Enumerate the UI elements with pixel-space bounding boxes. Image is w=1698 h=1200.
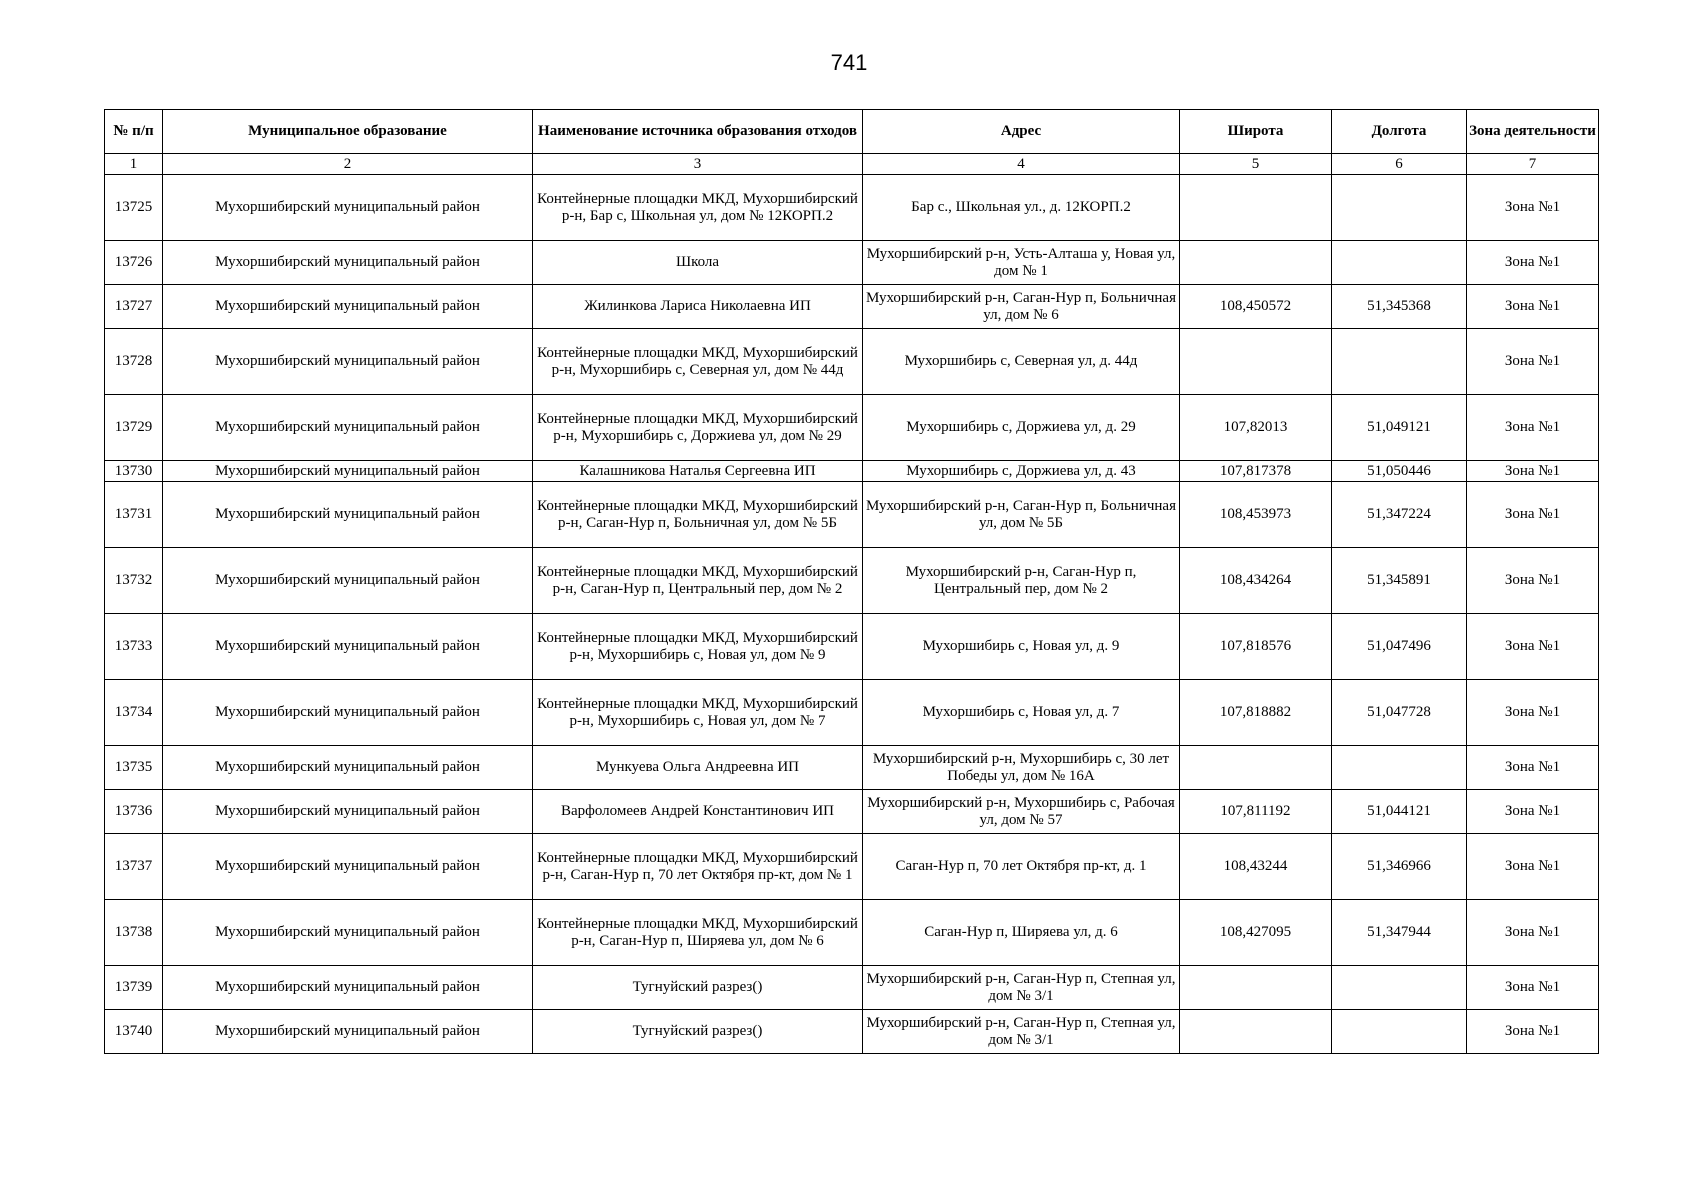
cell-municipality: Мухоршибирский муниципальный район: [163, 614, 533, 680]
table-row: [105, 966, 1599, 1010]
cell-address: Бар с., Школьная ул., д. 12КОРП.2: [863, 175, 1180, 241]
cell-longitude: 51,047728: [1332, 680, 1467, 746]
cell-zone: Зона №1: [1467, 680, 1599, 746]
cell-municipality: Мухоршибирский муниципальный район: [163, 461, 533, 482]
cell-municipality: Мухоршибирский муниципальный район: [163, 746, 533, 790]
table-row: [105, 329, 1599, 395]
cell-source-name: Тугнуйский разрез(): [533, 966, 863, 1010]
column-number: 1: [105, 154, 163, 175]
cell-source-name: Контейнерные площадки МКД, Мухоршибирский р-н, Саган-Нур п, 70 лет Октября пр-кт, дом № 1: [533, 834, 863, 900]
cell-zone: Зона №1: [1467, 548, 1599, 614]
cell-source-name: Контейнерные площадки МКД, Мухоршибирский р-н, Мухоршибирь с, Доржиева ул, дом № 29: [533, 395, 863, 461]
cell-zone: Зона №1: [1467, 395, 1599, 461]
cell-longitude: [1332, 966, 1467, 1010]
cell-zone: Зона №1: [1467, 614, 1599, 680]
cell-source-name: Контейнерные площадки МКД, Мухоршибирский р-н, Саган-Нур п, Больничная ул, дом № 5Б: [533, 482, 863, 548]
cell-latitude: 108,43244: [1180, 834, 1332, 900]
cell-zone: Зона №1: [1467, 834, 1599, 900]
cell-row-number: 13736: [105, 790, 163, 834]
cell-latitude: [1180, 241, 1332, 285]
column-number-row: [105, 154, 1599, 175]
cell-latitude: 108,450572: [1180, 285, 1332, 329]
cell-longitude: [1332, 241, 1467, 285]
cell-zone: Зона №1: [1467, 175, 1599, 241]
table-row: [105, 285, 1599, 329]
cell-zone: Зона №1: [1467, 329, 1599, 395]
table-row: [105, 241, 1599, 285]
cell-row-number: 13738: [105, 900, 163, 966]
cell-row-number: 13732: [105, 548, 163, 614]
cell-zone: Зона №1: [1467, 482, 1599, 548]
table-row: [105, 482, 1599, 548]
table-row: [105, 746, 1599, 790]
cell-municipality: Мухоршибирский муниципальный район: [163, 482, 533, 548]
cell-row-number: 13729: [105, 395, 163, 461]
cell-longitude: 51,346966: [1332, 834, 1467, 900]
cell-zone: Зона №1: [1467, 900, 1599, 966]
cell-municipality: Мухоршибирский муниципальный район: [163, 175, 533, 241]
cell-longitude: [1332, 1010, 1467, 1054]
cell-latitude: 108,434264: [1180, 548, 1332, 614]
cell-source-name: Тугнуйский разрез(): [533, 1010, 863, 1054]
cell-address: Мухоршибирский р-н, Саган-Нур п, Степная ул, дом № 3/1: [863, 966, 1180, 1010]
cell-longitude: 51,347224: [1332, 482, 1467, 548]
header-address: Адрес: [863, 110, 1180, 154]
cell-zone: Зона №1: [1467, 966, 1599, 1010]
cell-address: Мухоршибирский р-н, Усть-Алташа у, Новая ул, дом № 1: [863, 241, 1180, 285]
cell-source-name: Школа: [533, 241, 863, 285]
cell-latitude: 107,811192: [1180, 790, 1332, 834]
cell-longitude: 51,044121: [1332, 790, 1467, 834]
cell-address: Мухоршибирь с, Новая ул, д. 9: [863, 614, 1180, 680]
cell-longitude: 51,047496: [1332, 614, 1467, 680]
cell-latitude: 108,453973: [1180, 482, 1332, 548]
column-number: 3: [533, 154, 863, 175]
cell-row-number: 13735: [105, 746, 163, 790]
cell-municipality: Мухоршибирский муниципальный район: [163, 241, 533, 285]
cell-address: Мухоршибирский р-н, Мухоршибирь с, Рабочая ул, дом № 57: [863, 790, 1180, 834]
column-number: 4: [863, 154, 1180, 175]
cell-source-name: Контейнерные площадки МКД, Мухоршибирский р-н, Саган-Нур п, Центральный пер, дом № 2: [533, 548, 863, 614]
table-row: [105, 395, 1599, 461]
cell-longitude: 51,345891: [1332, 548, 1467, 614]
cell-address: Саган-Нур п, Ширяева ул, д. 6: [863, 900, 1180, 966]
cell-row-number: 13730: [105, 461, 163, 482]
cell-source-name: Контейнерные площадки МКД, Мухоршибирский р-н, Мухоршибирь с, Новая ул, дом № 9: [533, 614, 863, 680]
cell-zone: Зона №1: [1467, 746, 1599, 790]
cell-source-name: Контейнерные площадки МКД, Мухоршибирский р-н, Мухоршибирь с, Новая ул, дом № 7: [533, 680, 863, 746]
cell-longitude: 51,347944: [1332, 900, 1467, 966]
cell-municipality: Мухоршибирский муниципальный район: [163, 966, 533, 1010]
cell-latitude: 107,818882: [1180, 680, 1332, 746]
cell-address: Мухоршибирь с, Северная ул, д. 44д: [863, 329, 1180, 395]
cell-latitude: 107,82013: [1180, 395, 1332, 461]
header-longitude: Долгота: [1332, 110, 1467, 154]
header-zone: Зона деятельности: [1467, 110, 1599, 154]
header-latitude: Широта: [1180, 110, 1332, 154]
cell-address: Мухоршибирский р-н, Саган-Нур п, Центральный пер, дом № 2: [863, 548, 1180, 614]
cell-zone: Зона №1: [1467, 461, 1599, 482]
cell-address: Мухоршибирь с, Доржиева ул, д. 43: [863, 461, 1180, 482]
cell-row-number: 13740: [105, 1010, 163, 1054]
table-row: [105, 548, 1599, 614]
cell-row-number: 13727: [105, 285, 163, 329]
cell-source-name: Калашникова Наталья Сергеевна ИП: [533, 461, 863, 482]
column-number: 7: [1467, 154, 1599, 175]
cell-row-number: 13726: [105, 241, 163, 285]
column-number: 6: [1332, 154, 1467, 175]
cell-municipality: Мухоршибирский муниципальный район: [163, 329, 533, 395]
cell-latitude: 107,818576: [1180, 614, 1332, 680]
cell-latitude: 108,427095: [1180, 900, 1332, 966]
cell-longitude: [1332, 746, 1467, 790]
table-body: [105, 175, 1599, 1054]
cell-row-number: 13731: [105, 482, 163, 548]
cell-municipality: Мухоршибирский муниципальный район: [163, 285, 533, 329]
cell-row-number: 13734: [105, 680, 163, 746]
table-row: [105, 790, 1599, 834]
header-row-number: № п/п: [105, 110, 163, 154]
cell-longitude: 51,049121: [1332, 395, 1467, 461]
cell-municipality: Мухоршибирский муниципальный район: [163, 900, 533, 966]
column-number: 5: [1180, 154, 1332, 175]
cell-row-number: 13739: [105, 966, 163, 1010]
cell-row-number: 13725: [105, 175, 163, 241]
cell-address: Мухоршибирь с, Доржиева ул, д. 29: [863, 395, 1180, 461]
cell-zone: Зона №1: [1467, 285, 1599, 329]
cell-municipality: Мухоршибирский муниципальный район: [163, 548, 533, 614]
cell-address: Мухоршибирский р-н, Саган-Нур п, Больничная ул, дом № 5Б: [863, 482, 1180, 548]
table-row: [105, 614, 1599, 680]
table-row: [105, 1010, 1599, 1054]
waste-source-table: [104, 109, 1599, 1054]
cell-source-name: Контейнерные площадки МКД, Мухоршибирский р-н, Бар с, Школьная ул, дом № 12КОРП.2: [533, 175, 863, 241]
cell-address: Мухоршибирский р-н, Саган-Нур п, Больничная ул, дом № 6: [863, 285, 1180, 329]
cell-address: Мухоршибирский р-н, Мухоршибирь с, 30 лет Победы ул, дом № 16А: [863, 746, 1180, 790]
cell-address: Саган-Нур п, 70 лет Октября пр-кт, д. 1: [863, 834, 1180, 900]
cell-longitude: [1332, 329, 1467, 395]
header-source-name: Наименование источника образования отходов: [533, 110, 863, 154]
table-row: [105, 900, 1599, 966]
cell-row-number: 13728: [105, 329, 163, 395]
column-number: 2: [163, 154, 533, 175]
cell-longitude: 51,050446: [1332, 461, 1467, 482]
page-number: 741: [830, 50, 868, 75]
cell-latitude: [1180, 1010, 1332, 1054]
cell-address: Мухоршибирь с, Новая ул, д. 7: [863, 680, 1180, 746]
cell-source-name: Варфоломеев Андрей Константинович ИП: [533, 790, 863, 834]
cell-source-name: Контейнерные площадки МКД, Мухоршибирский р-н, Саган-Нур п, Ширяева ул, дом № 6: [533, 900, 863, 966]
table-row: [105, 461, 1599, 482]
cell-municipality: Мухоршибирский муниципальный район: [163, 680, 533, 746]
header-row: [105, 110, 1599, 154]
cell-latitude: [1180, 175, 1332, 241]
cell-latitude: [1180, 966, 1332, 1010]
cell-longitude: 51,345368: [1332, 285, 1467, 329]
cell-latitude: 107,817378: [1180, 461, 1332, 482]
cell-latitude: [1180, 746, 1332, 790]
header-municipality: Муниципальное образование: [163, 110, 533, 154]
cell-address: Мухоршибирский р-н, Саган-Нур п, Степная ул, дом № 3/1: [863, 1010, 1180, 1054]
cell-municipality: Мухоршибирский муниципальный район: [163, 790, 533, 834]
cell-source-name: Контейнерные площадки МКД, Мухоршибирский р-н, Мухоршибирь с, Северная ул, дом № 44д: [533, 329, 863, 395]
cell-source-name: Жилинкова Лариса Николаевна ИП: [533, 285, 863, 329]
cell-longitude: [1332, 175, 1467, 241]
table-row: [105, 175, 1599, 241]
cell-municipality: Мухоршибирский муниципальный район: [163, 395, 533, 461]
cell-municipality: Мухоршибирский муниципальный район: [163, 834, 533, 900]
cell-row-number: 13733: [105, 614, 163, 680]
cell-row-number: 13737: [105, 834, 163, 900]
cell-latitude: [1180, 329, 1332, 395]
cell-municipality: Мухоршибирский муниципальный район: [163, 1010, 533, 1054]
table-row: [105, 834, 1599, 900]
cell-zone: Зона №1: [1467, 1010, 1599, 1054]
cell-zone: Зона №1: [1467, 790, 1599, 834]
cell-source-name: Мункуева Ольга Андреевна ИП: [533, 746, 863, 790]
table-row: [105, 680, 1599, 746]
cell-zone: Зона №1: [1467, 241, 1599, 285]
